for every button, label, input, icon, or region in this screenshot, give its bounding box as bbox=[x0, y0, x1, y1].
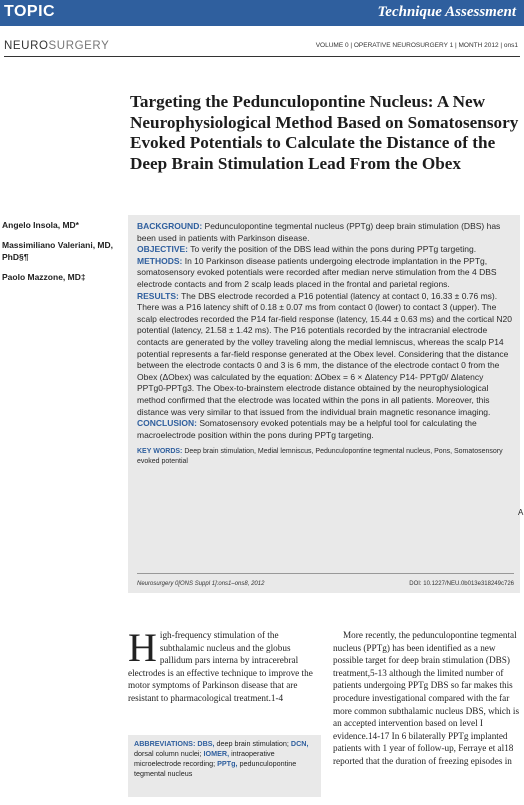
author-name: Paolo Mazzone, MD‡ bbox=[2, 272, 86, 282]
results-text: The DBS electrode recorded a P16 potential (latency at contact 0, 16.33 ± 0.76 ms). There was a P16 latency shift of 0.18 ± 0.07 ms from contact 0 (lower) to contact 3 (upper). The scalp electrodes recorded the P14 far-field response (latency, 15.44 ± 0.63 ms) and the cortical N20 potential (latency, 21.58 ± 1.42 ms). The P16 potentials recorded by the intracranial electrode contacts are generated by the volley traveling along the medial lemniscus, whereas the scalp P14 potential represents a far-field response generated at the Obex level. Considering that the distance between the electrode contacts 0 and 3 is 6 mm, the distance of the electrode contact 0 from the Obex (ΔObex) was calculated by the equation: ΔObex = 6 × Δlatency P14- PPTg0/ Δlatency PPTg0-PPTg3. The Obex-to-brainstem electrode distance obtained by the neurophysiological method confirmed that the electrode was located within the pons in all patients. Moreover, this distance was very similar to that issued from the individual brain magnetic resonance imaging. bbox=[137, 290, 512, 417]
body-text-left: igh-frequency stimulation of the subthalamic nucleus and the globus pallidum pars interna by intracerebral electrodes is an effective technique to improve the motor symptoms of Parkinson disease that are resistant to pharmacological treatment.1-4 bbox=[128, 630, 313, 703]
keywords-text: Deep brain stimulation, Medial lemniscus, Pedunculopontine tegmental nucleus, Pons, Somatosensory evoked potential bbox=[137, 448, 503, 466]
abbrev-term: PPTg, bbox=[217, 759, 238, 768]
abbrev-def: dorsal column nuclei; bbox=[134, 749, 204, 758]
abbreviations-box bbox=[128, 735, 321, 797]
header-rule bbox=[4, 56, 520, 57]
citation: Neurosurgery 0[ONS Suppl 1]:ons1–ons8, 2012 bbox=[137, 581, 265, 587]
abbrev-term: IOMER, bbox=[203, 749, 230, 758]
abbrev-def: intraoperative microelectrode recording; bbox=[134, 749, 275, 768]
journal-name bbox=[4, 40, 109, 52]
article-title: Targeting the Pedunculopontine Nucleus: A New Neurophysiological Method Based on Somatosensory Evoked Potentials to Calculate the Distance of the Deep Brain Stimulation Lead From the Obex bbox=[130, 92, 519, 173]
methods-heading: METHODS: bbox=[137, 255, 183, 266]
conclusion-text: Somatosensory evoked potentials may be a helpful tool for calculating the macroelectrode position within the pons during PPTg targeting. bbox=[137, 418, 477, 440]
abbrev-term: DCN, bbox=[290, 739, 309, 748]
background-text: Pedunculopontine tegmental nucleus (PPTg) deep brain stimulation (DBS) has been used in patients with Parkinson disease. bbox=[137, 221, 501, 243]
issue-line: VOLUME 0 | OPERATIVE NEUROSURGERY 1 | MONTH 2012 | ons1 bbox=[315, 42, 518, 49]
topic-label: TOPIC bbox=[4, 3, 56, 20]
abstract-results bbox=[137, 291, 514, 419]
author-list bbox=[2, 219, 122, 291]
abstract-rule bbox=[137, 573, 514, 574]
conclusion-heading: CONCLUSION: bbox=[137, 418, 197, 429]
abstract-conclusion bbox=[137, 418, 514, 441]
objective-text: To verify the position of the DBS lead within the pons during PPTg targeting. bbox=[188, 244, 477, 255]
abstract-background bbox=[137, 221, 514, 244]
body-column-right: More recently, the pedunculopontine tegmental nucleus (PPTg) has been identified as a new possible target for deep brain stimulation (DBS) treatment,5-13 although the limited number of patients undergoing PPTg DBS so far makes this procedure investigational compared with the far more common subthalamic nucleus DBS, which is an accepted intervention based on level I evidence.14-17 In 6 bilaterally PPTg implanted patients with 1 year of follow-up, Ferraye et al18 reported that the duration of freezing episodes in bbox=[333, 630, 520, 766]
section-banner bbox=[0, 0, 524, 26]
results-heading: RESULTS: bbox=[137, 290, 179, 301]
abbrev-def: deep brain stimulation; bbox=[214, 739, 291, 748]
abstract-methods bbox=[137, 256, 514, 291]
abbrev-term: DBS, bbox=[197, 739, 215, 748]
body-column-left bbox=[128, 625, 318, 705]
abbreviations-heading: ABBREVIATIONS: bbox=[134, 739, 196, 748]
section-label: Technique Assessment bbox=[377, 4, 516, 20]
keywords bbox=[137, 447, 514, 467]
abbrev-def: pedunculopontine tegmental nucleus bbox=[134, 759, 297, 778]
author-name: Massimiliano Valeriani, MD, PhD§¶ bbox=[2, 240, 114, 262]
doi-link[interactable]: DOI: 10.1227/NEU.0b013e318249c726 bbox=[409, 581, 514, 587]
journal-name-part-1: NEURO bbox=[4, 40, 49, 52]
margin-mark: A bbox=[518, 508, 524, 517]
drop-cap: H bbox=[128, 625, 157, 670]
abstract-box bbox=[128, 215, 520, 593]
background-heading: BACKGROUND: bbox=[137, 221, 203, 231]
abstract-objective bbox=[137, 244, 514, 256]
author-name: Angelo Insola, MD* bbox=[2, 220, 79, 230]
journal-name-part-2: SURGERY bbox=[48, 40, 110, 52]
keywords-heading: KEY WORDS: bbox=[137, 448, 183, 456]
objective-heading: OBJECTIVE: bbox=[137, 244, 189, 255]
methods-text: In 10 Parkinson disease patients undergoing electrode implantation in the PPTg, somatosensory evoked potentials were recorded after median nerve stimulation from the 4 DBS electrode contacts and from 2 scalp leads placed in the frontal and parietal regions. bbox=[137, 255, 497, 289]
